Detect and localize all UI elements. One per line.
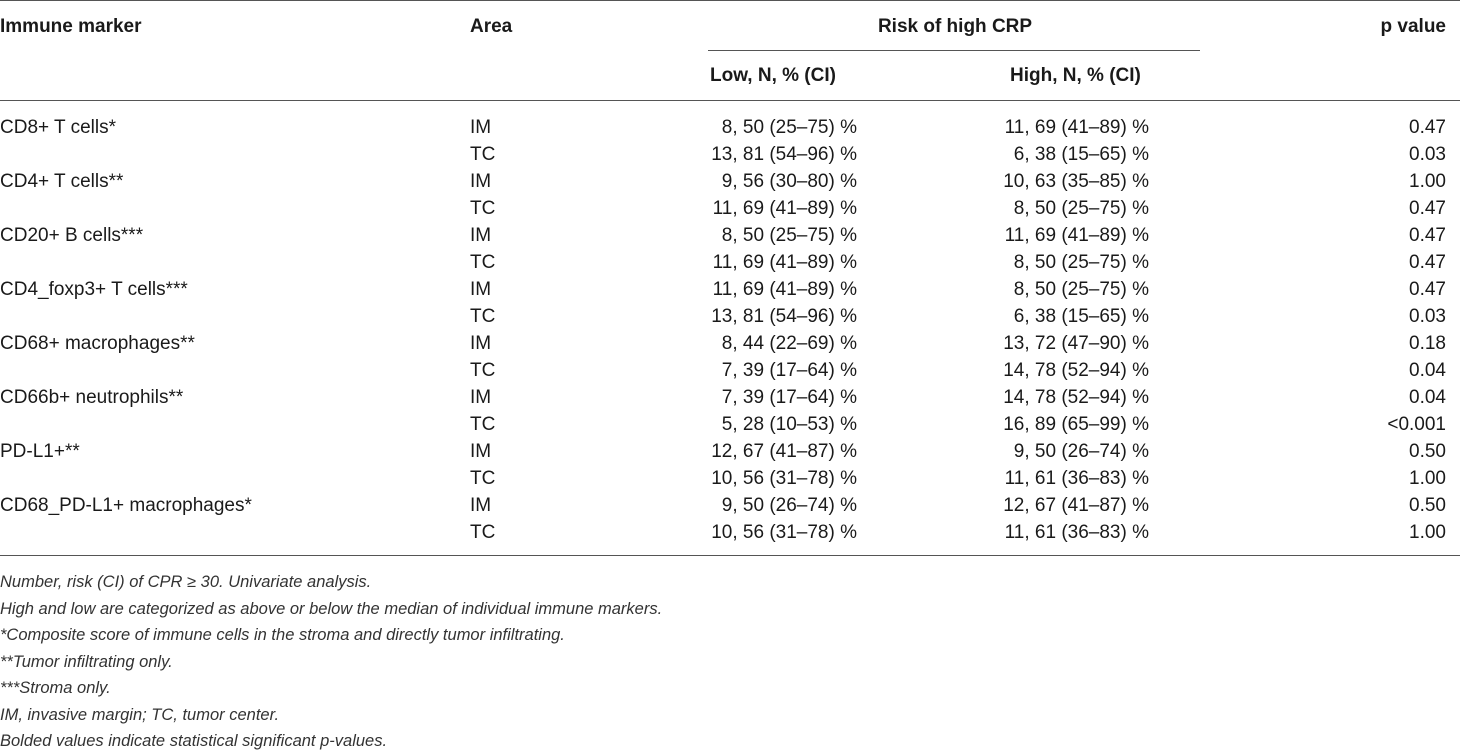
marker-cell: CD20+ B cells*** xyxy=(0,225,144,246)
p-value-cell: 0.47 xyxy=(1409,198,1446,219)
table-row xyxy=(0,276,1460,303)
high-risk-cell: 16, 89 (65–99) % xyxy=(1003,414,1149,435)
marker-cell: CD66b+ neutrophils** xyxy=(0,387,184,408)
table-row xyxy=(0,465,1460,492)
low-risk-cell: 8, 50 (25–75) % xyxy=(721,225,857,246)
low-risk-cell: 11, 69 (41–89) % xyxy=(712,252,857,273)
high-risk-cell: 14, 78 (52–94) % xyxy=(1003,360,1149,381)
table-row xyxy=(0,384,1460,411)
p-value-cell: 0.04 xyxy=(1409,387,1446,408)
table-row xyxy=(0,411,1460,438)
low-risk-cell: 9, 50 (26–74) % xyxy=(721,495,857,516)
table-row xyxy=(0,330,1460,357)
area-cell: TC xyxy=(470,468,496,489)
header-risk-label: Risk of high CRP xyxy=(877,16,1033,37)
marker-cell: CD4+ T cells** xyxy=(0,171,124,192)
area-cell: IM xyxy=(470,441,492,462)
p-value-cell: 0.50 xyxy=(1409,495,1446,516)
low-risk-cell: 8, 50 (25–75) % xyxy=(721,117,857,138)
high-risk-cell: 9, 50 (26–74) % xyxy=(1013,441,1149,462)
p-value-cell: 0.47 xyxy=(1409,225,1446,246)
area-cell: IM xyxy=(470,495,492,516)
table-body xyxy=(0,101,1460,556)
header-row-1 xyxy=(0,1,1460,51)
area-cell: TC xyxy=(470,360,496,381)
p-value-cell: 0.03 xyxy=(1409,144,1446,165)
p-value-cell: <0.001 xyxy=(1387,414,1446,435)
footnote-line: ***Stroma only. xyxy=(0,679,111,697)
footnote-line: **Tumor infiltrating only. xyxy=(0,652,173,671)
header-low: Low, N, % (CI) xyxy=(705,51,955,101)
high-risk-cell: 8, 50 (25–75) % xyxy=(1013,252,1149,273)
area-cell: IM xyxy=(470,387,492,408)
header-immune-marker: Immune marker xyxy=(0,16,142,37)
low-risk-cell: 10, 56 (31–78) % xyxy=(711,468,857,489)
marker-cell: CD68+ macrophages** xyxy=(0,333,195,354)
high-risk-cell: 14, 78 (52–94) % xyxy=(1003,387,1149,408)
footnote-line: Bolded values indicate statistical significant p-values. xyxy=(0,732,388,750)
area-cell: TC xyxy=(470,414,496,435)
area-cell: TC xyxy=(470,144,496,165)
low-risk-cell: 12, 67 (41–87) % xyxy=(711,441,857,462)
risk-spanner-rule xyxy=(708,50,1200,51)
high-risk-cell: 11, 61 (36–83) % xyxy=(1004,468,1149,489)
area-cell: TC xyxy=(470,306,496,327)
marker-cell xyxy=(0,249,470,276)
high-risk-cell: 13, 72 (47–90) % xyxy=(1003,333,1149,354)
header-row-2 xyxy=(0,51,1460,101)
high-risk-cell: 6, 38 (15–65) % xyxy=(1013,144,1149,165)
p-value-cell: 1.00 xyxy=(1409,468,1446,489)
header-p-value: p value xyxy=(1380,16,1446,37)
p-value-cell: 0.47 xyxy=(1409,117,1446,138)
area-cell: IM xyxy=(470,117,492,138)
low-risk-cell: 7, 39 (17–64) % xyxy=(721,387,857,408)
p-value-cell: 1.00 xyxy=(1205,519,1460,556)
header-area: Area xyxy=(470,16,513,37)
area-cell: TC xyxy=(470,198,496,219)
area-cell: TC xyxy=(470,519,705,556)
table-row xyxy=(0,357,1460,384)
header-empty-2 xyxy=(470,51,705,101)
area-cell: IM xyxy=(470,279,492,300)
p-value-cell: 0.04 xyxy=(1409,360,1446,381)
high-risk-cell: 12, 67 (41–87) % xyxy=(1003,495,1149,516)
footnote-line: Number, risk (CI) of CPR ≥ 30. Univariate analysis. xyxy=(0,573,372,591)
footnote-line: IM, invasive margin; TC, tumor center. xyxy=(0,705,280,724)
low-risk-cell: 11, 69 (41–89) % xyxy=(712,198,857,219)
marker-cell xyxy=(0,411,470,438)
header-empty-1 xyxy=(0,51,470,101)
marker-cell: PD-L1+** xyxy=(0,441,80,462)
marker-cell xyxy=(0,519,470,556)
high-risk-cell: 11, 69 (41–89) % xyxy=(1004,225,1149,246)
marker-cell xyxy=(0,141,470,168)
table-row xyxy=(0,438,1460,465)
marker-cell xyxy=(0,303,470,330)
p-value-cell: 0.18 xyxy=(1409,333,1446,354)
area-cell: IM xyxy=(470,171,492,192)
footnote-line: High and low are categorized as above or below the median of individual immune markers. xyxy=(0,599,663,618)
low-risk-cell: 8, 44 (22–69) % xyxy=(721,333,857,354)
table-row xyxy=(0,195,1460,222)
high-risk-cell: 8, 50 (25–75) % xyxy=(1013,198,1149,219)
footnote-line: *Composite score of immune cells in the stroma and directly tumor infiltrating. xyxy=(0,626,565,644)
high-risk-cell: 11, 61 (36–83) % xyxy=(955,519,1205,556)
table-row xyxy=(0,101,1460,142)
low-risk-cell: 13, 81 (54–96) % xyxy=(711,306,857,327)
header-empty-3 xyxy=(1205,51,1460,101)
table-row xyxy=(0,222,1460,249)
low-risk-cell: 7, 39 (17–64) % xyxy=(721,360,857,381)
area-cell: TC xyxy=(470,252,496,273)
low-risk-cell: 10, 56 (31–78) % xyxy=(705,519,955,556)
marker-cell: CD8+ T cells* xyxy=(0,117,116,138)
table-row xyxy=(0,249,1460,276)
low-risk-cell: 13, 81 (54–96) % xyxy=(711,144,857,165)
table-row xyxy=(0,492,1460,519)
high-risk-cell: 6, 38 (15–65) % xyxy=(1013,306,1149,327)
table-row xyxy=(0,168,1460,195)
marker-cell: CD68_PD-L1+ macrophages* xyxy=(0,495,252,516)
marker-cell xyxy=(0,465,470,492)
high-risk-cell: 8, 50 (25–75) % xyxy=(1013,279,1149,300)
table-footnotes xyxy=(0,569,662,755)
high-risk-cell: 10, 63 (35–85) % xyxy=(1003,171,1149,192)
marker-cell: CD4_foxp3+ T cells*** xyxy=(0,279,188,300)
marker-cell xyxy=(0,195,470,222)
p-value-cell: 1.00 xyxy=(1409,171,1446,192)
low-risk-cell: 11, 69 (41–89) % xyxy=(712,279,857,300)
table-row xyxy=(0,303,1460,330)
p-value-cell: 0.47 xyxy=(1409,279,1446,300)
area-cell: IM xyxy=(470,333,492,354)
header-high: High, N, % (CI) xyxy=(955,51,1205,101)
table-row xyxy=(0,519,1460,556)
low-risk-cell: 5, 28 (10–53) % xyxy=(721,414,857,435)
table-row xyxy=(0,141,1460,168)
p-value-cell: 0.47 xyxy=(1409,252,1446,273)
high-risk-cell: 11, 69 (41–89) % xyxy=(1004,117,1149,138)
header-risk-of-high-crp xyxy=(705,1,1205,51)
area-cell: IM xyxy=(470,225,492,246)
p-value-cell: 0.50 xyxy=(1409,441,1446,462)
marker-cell xyxy=(0,357,470,384)
p-value-cell: 0.03 xyxy=(1409,306,1446,327)
low-risk-cell: 9, 56 (30–80) % xyxy=(721,171,857,192)
